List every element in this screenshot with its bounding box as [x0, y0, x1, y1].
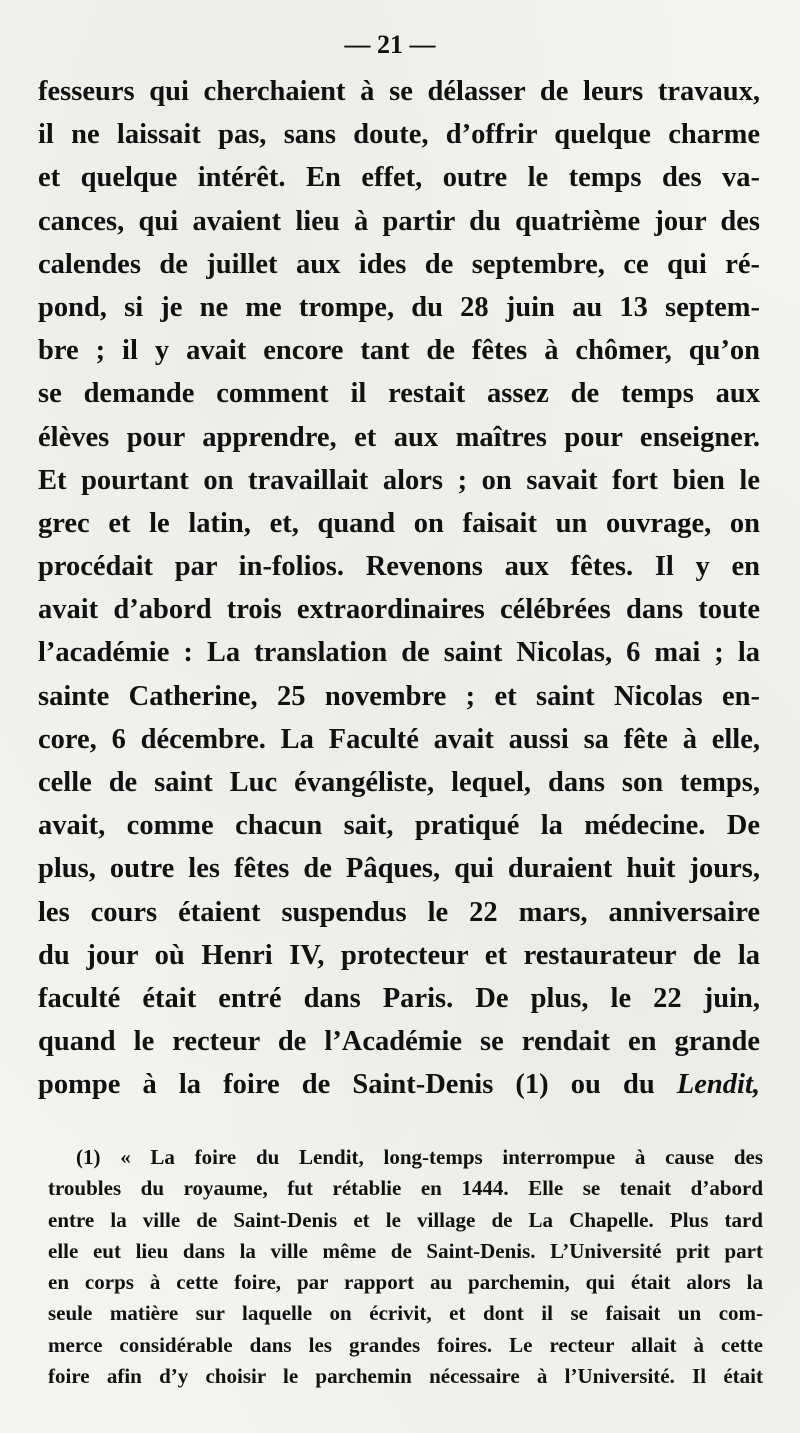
text-line: calendes de juillet aux ides de septembre, ce qui ré- — [38, 248, 760, 280]
text-line: grec et le latin, et, quand on faisait un ouvrage, on — [38, 507, 760, 539]
footnote-line: troubles du royaume, fut rétablie en 1444. Elle se tenait d’abord — [48, 1176, 763, 1201]
footnote — [48, 1142, 763, 1392]
text-line: élèves pour apprendre, et aux maîtres pour enseigner. — [38, 421, 760, 453]
text-line: Et pourtant on travaillait alors ; on savait fort bien le — [38, 464, 760, 496]
text-line: quand le recteur de l’Académie se rendait en grande — [38, 1026, 760, 1058]
text-line: du jour où Henri IV, protecteur et restaurateur de la — [38, 939, 760, 971]
text-line: se demande comment il restait assez de temps aux — [38, 378, 760, 410]
text-line: avait, comme chacun sait, pratiqué la médecine. De — [38, 810, 760, 842]
text-line: fesseurs qui cherchaient à se délasser de leurs travaux, — [38, 76, 760, 107]
text-line: plus, outre les fêtes de Pâques, qui duraient huit jours, — [38, 853, 760, 885]
text-line: pond, si je ne me trompe, du 28 juin au 13 septem- — [38, 291, 760, 323]
footnote-line: foire afin d’y choisir le parchemin nécessaire à l’Université. Il était — [48, 1364, 763, 1389]
footnote-line: en corps à cette foire, par rapport au parchemin, qui était alors la — [48, 1270, 763, 1295]
footnote-line: entre la ville de Saint-Denis et le village de La Chapelle. Plus tard — [48, 1207, 763, 1232]
text-line: cances, qui avaient lieu à partir du quatrième jour des — [38, 205, 760, 237]
footnote-line: elle eut lieu dans la ville même de Saint-Denis. L’Université prit part — [48, 1238, 763, 1263]
text-line-last — [38, 1063, 760, 1106]
text-line: et quelque intérêt. En effet, outre le temps des va- — [38, 162, 760, 194]
footnote-line: merce considérable dans les grandes foires. Le recteur allait à cette — [48, 1332, 763, 1357]
text-line: il ne laissait pas, sans doute, d’offrir quelque charme — [38, 119, 760, 151]
text-line: celle de saint Luc évangéliste, lequel, dans son temps, — [38, 767, 760, 798]
text-line-last-italic: Lendit, — [676, 1069, 760, 1101]
text-line: procédait par in-folios. Revenons aux fêtes. Il y en — [38, 551, 760, 583]
text-line: core, 6 décembre. La Faculté avait aussi sa fête à elle, — [38, 723, 760, 755]
footnote-line: seule matière sur laquelle on écrivit, et dont il se faisait un com- — [48, 1301, 763, 1326]
text-line: l’académie : La translation de saint Nicolas, 6 mai ; la — [38, 637, 760, 669]
text-line: les cours étaient suspendus le 22 mars, anniversaire — [38, 896, 760, 928]
main-text — [38, 70, 760, 1107]
text-line: bre ; il y avait encore tant de fêtes à chômer, qu’on — [38, 335, 760, 367]
page-number: — 21 — — [344, 30, 436, 59]
text-line-last-roman: pompe à la foire de Saint-Denis (1) ou du — [38, 1069, 677, 1101]
text-line: sainte Catherine, 25 novembre ; et saint Nicolas en- — [38, 680, 760, 712]
text-line: faculté était entré dans Paris. De plus, le 22 juin, — [38, 982, 760, 1014]
footnote-line: (1) « La foire du Lendit, long-temps interrompue à cause des — [76, 1145, 763, 1169]
text-line: avait d’abord trois extraordinaires célébrées dans toute — [38, 594, 760, 626]
